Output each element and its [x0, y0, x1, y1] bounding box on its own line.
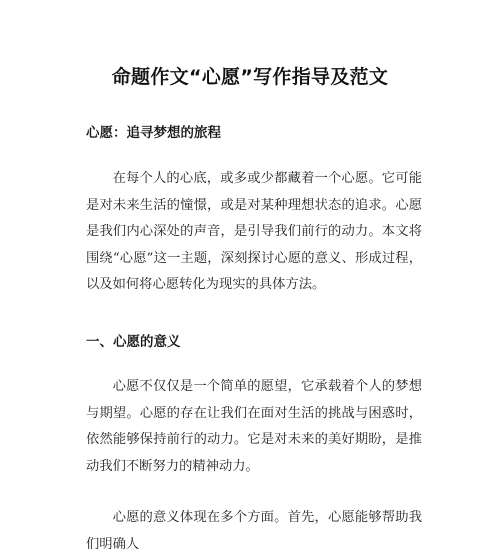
section-paragraph: 心愿不仅仅是一个简单的愿望，它承载着个人的梦想与期望。心愿的存在让我们在面对生活的挑战与困惑时，依然能够保持前行的动力。它是对未来的美好期盼，是推动我们不断努力的精神动力。: [86, 379, 422, 474]
section-paragraph-partial: 心愿的意义体现在多个方面。首先，心愿能够帮助我们明确人: [86, 510, 422, 552]
section-heading: 一、心愿的意义: [86, 334, 181, 350]
document-title: 命题作文“心愿”写作指导及范文: [111, 66, 389, 88]
intro-paragraph: 在每个人的心底，或多或少都藏着一个心愿。它可能是对未来生活的憧憬，或是对某种理想状态的追求。心愿是我们内心深处的声音，是引导我们前行的动力。本文将围绕“心愿”这一主题，深刻探讨心愿的意义、形成过程，以及如何将心愿转化为现实的具体方法。: [86, 171, 422, 292]
document-subtitle: 心愿：追寻梦想的旅程: [86, 125, 221, 141]
